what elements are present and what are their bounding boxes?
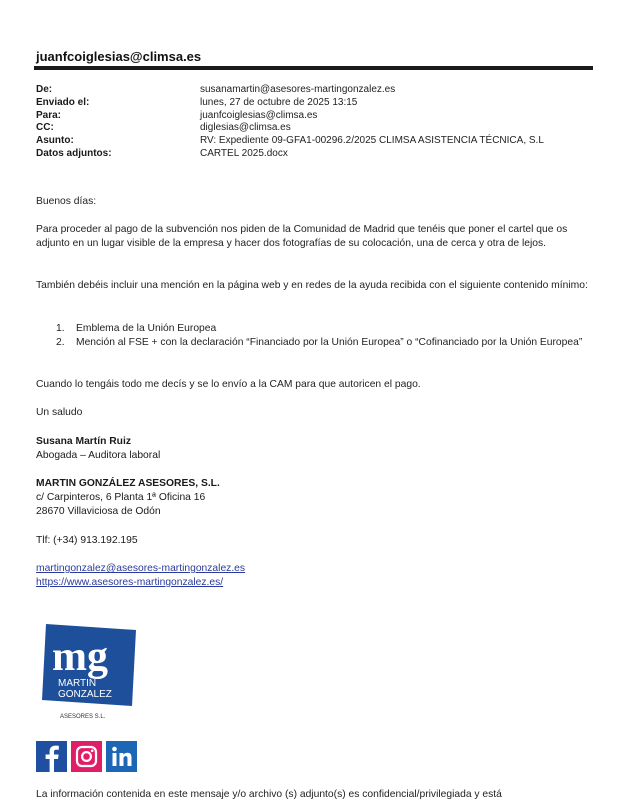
header-value: diglesias@climsa.es	[200, 122, 291, 134]
logo-line-3: ASESORES S.L.	[60, 714, 106, 720]
logo-line-1: MARTIN	[58, 678, 97, 689]
instagram-icon[interactable]	[71, 741, 102, 772]
header-to	[36, 110, 544, 123]
email-headers	[36, 84, 544, 161]
list-text: Emblema de la Unión Europea	[76, 323, 217, 334]
header-from	[36, 84, 544, 97]
signature-website-link[interactable]: https://www.asesores-martingonzalez.es/	[36, 577, 224, 588]
list-number: 1.	[56, 323, 65, 334]
social-icons	[36, 741, 137, 772]
paragraph-1: Para proceder al pago de la subvención nos piden de la Comunidad de Madrid que tenéis que poner el cartel que os adjunto en un lugar visible de la empresa y hacer dos fotografías de su colocación, una de cerca y otra de lejos.	[36, 224, 568, 249]
attachment-name[interactable]: CARTEL 2025.docx	[200, 147, 288, 159]
linkedin-icon[interactable]	[106, 741, 137, 772]
signature-address-line-2: 28670 Villaviciosa de Odón	[36, 506, 161, 517]
signature-role: Abogada – Auditora laboral	[36, 450, 161, 461]
list-text: Mención al FSE + con la declaración “Financiado por la Unión Europea” o “Cofinanciado por la Unión Europea”	[76, 337, 583, 348]
requirements-list	[36, 322, 592, 350]
paragraph-3: Cuando lo tengáis todo me decís y se lo envío a la CAM para que autoricen el pago.	[36, 379, 421, 390]
header-label: Enviado el:	[36, 96, 90, 108]
header-label: CC:	[36, 122, 54, 134]
closing: Un saludo	[36, 407, 83, 418]
mailbox-owner: juanfcoiglesias@climsa.es	[36, 49, 202, 64]
header-sent	[36, 97, 544, 110]
header-value: juanfcoiglesias@climsa.es	[200, 109, 318, 121]
list-item	[36, 336, 592, 350]
signature-name: Susana Martín Ruiz	[36, 436, 131, 447]
signature-address-line-1: c/ Carpinteros, 6 Planta 1ª Oficina 16	[36, 492, 206, 503]
header-label: De:	[36, 84, 53, 95]
signature-phone: Tlf: (+34) 913.192.195	[36, 535, 138, 546]
confidentiality-disclaimer: La información contenida en este mensaje y/o archivo (s) adjunto(s) es confidencial/privilegiada y está	[36, 789, 502, 800]
header-divider	[34, 66, 593, 70]
company-logo	[40, 620, 140, 724]
logo-monogram: mg	[52, 634, 108, 680]
company-logo-graphic	[40, 620, 140, 724]
greeting: Buenos días:	[36, 196, 97, 207]
logo-line-2: GONZALEZ	[58, 689, 112, 700]
header-subject	[36, 135, 544, 148]
list-item	[36, 322, 592, 336]
header-attachments	[36, 148, 544, 161]
signature-email-link[interactable]: martingonzalez@asesores-martingonzalez.es	[36, 563, 246, 574]
header-value: lunes, 27 de octubre de 2025 13:15	[200, 96, 358, 108]
facebook-icon[interactable]	[36, 741, 67, 772]
header-label: Para:	[36, 109, 62, 121]
list-number: 2.	[56, 337, 65, 348]
paragraph-2: También debéis incluir una mención en la página web y en redes de la ayuda recibida con el siguiente contenido mínimo:	[36, 280, 588, 291]
header-label: Datos adjuntos:	[36, 147, 112, 159]
header-cc	[36, 122, 544, 135]
header-label: Asunto:	[36, 135, 74, 147]
header-value: RV: Expediente 09-GFA1-00296.2/2025 CLIMSA ASISTENCIA TÉCNICA, S.L	[200, 135, 544, 147]
header-value: susanamartin@asesores-martingonzalez.es	[200, 84, 396, 95]
signature-company: MARTIN GONZÁLEZ ASESORES, S.L.	[36, 478, 220, 489]
